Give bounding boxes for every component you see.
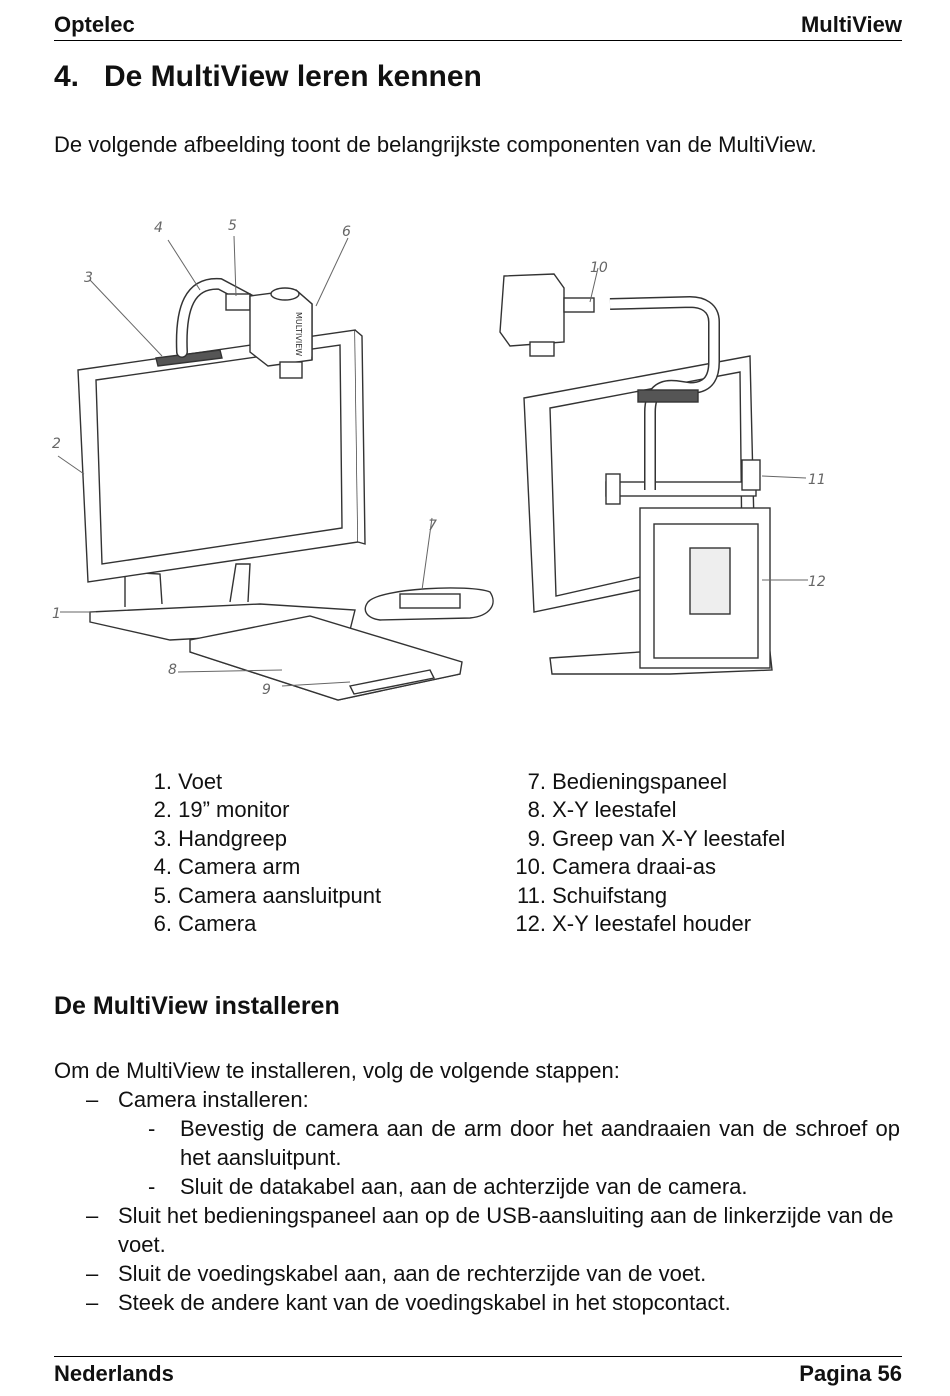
step-item: – Sluit de voedingskabel aan, aan de rechterzijde van de voet. [86, 1261, 707, 1286]
header-product: MultiView [800, 12, 902, 37]
section-title: De MultiView leren kennen [104, 60, 482, 93]
legend-item: 12. X-Y leestafel houder [515, 910, 752, 936]
legend-item: 3. Handgreep [153, 825, 287, 851]
intro-paragraph: De volgende afbeelding toont de belangrijkste componenten van de MultiView. [54, 132, 817, 157]
rotation-axis-drawing [564, 298, 594, 312]
section-number: 4. [54, 60, 80, 93]
slide-bar-drawing [606, 482, 756, 496]
step-item: – Sluit het bedieningspaneel aan op de USB-aansluiting aan de linkerzijde van de voet. [86, 1203, 894, 1257]
callout-4: 4 [154, 220, 163, 236]
camera-rear-drawing [500, 274, 564, 346]
dash-marker: – [86, 1290, 99, 1315]
header-brand: Optelec [54, 12, 135, 37]
camera-brand-label: MULTIVIEW [294, 312, 303, 357]
callout-2: 2 [52, 436, 61, 452]
product-illustration [50, 212, 900, 722]
legend-item: 1. Voet [153, 769, 223, 794]
page-number: Pagina 56 [799, 1361, 902, 1386]
legend-column-right [506, 768, 785, 938]
legend-item: 10. Camera draai-as [515, 854, 716, 880]
section-heading [54, 60, 482, 94]
bullet-marker: - [148, 1116, 156, 1141]
callout-10: 10 [590, 260, 608, 276]
legend-item: 9. Greep van X-Y leestafel [527, 825, 786, 851]
step-item: – Camera installeren: [86, 1087, 309, 1112]
footer-language: Nederlands [54, 1361, 174, 1386]
callout-3: 3 [84, 270, 93, 286]
dash-marker: – [86, 1261, 99, 1286]
install-heading: De MultiView installeren [54, 992, 340, 1020]
install-steps [54, 1056, 900, 1317]
legend-column-left [148, 768, 381, 938]
substep-item: - Bevestig de camera aan de arm door het aandraaien van de schroef op het aansluitpunt. [148, 1116, 900, 1170]
install-lead: Om de MultiView te installeren, volg de volgende stappen: [54, 1058, 620, 1083]
product-drawing [50, 212, 900, 722]
legend-item: 7. Bedieningspaneel [527, 769, 728, 794]
legend-item: 6. Camera [153, 910, 257, 936]
dash-marker: – [86, 1203, 99, 1228]
legend-item: 5. Camera aansluitpunt [153, 882, 382, 908]
substep-item: - Sluit de datakabel aan, aan de achterzijde van de camera. [148, 1174, 748, 1199]
dash-marker: – [86, 1087, 99, 1112]
page-footer [54, 1356, 902, 1386]
callout-6: 6 [342, 224, 351, 240]
callout-11: 11 [808, 472, 826, 488]
callout-7: 7 [428, 518, 437, 534]
legend-item: 2. 19” monitor [153, 797, 290, 823]
bullet-marker: - [148, 1174, 156, 1199]
legend-item: 4. Camera arm [153, 854, 301, 880]
callout-1: 1 [52, 606, 61, 622]
callout-8: 8 [168, 662, 177, 678]
callout-5: 5 [228, 218, 237, 234]
legend-item: 8. X-Y leestafel [527, 797, 677, 823]
callout-12: 12 [808, 574, 826, 590]
legend-item: 11. Schuifstang [517, 882, 668, 908]
step-item: – Steek de andere kant van de voedingskabel in het stopcontact. [86, 1290, 731, 1315]
callout-9: 9 [262, 682, 271, 698]
page-header [54, 10, 902, 41]
connector-drawing [226, 294, 250, 310]
